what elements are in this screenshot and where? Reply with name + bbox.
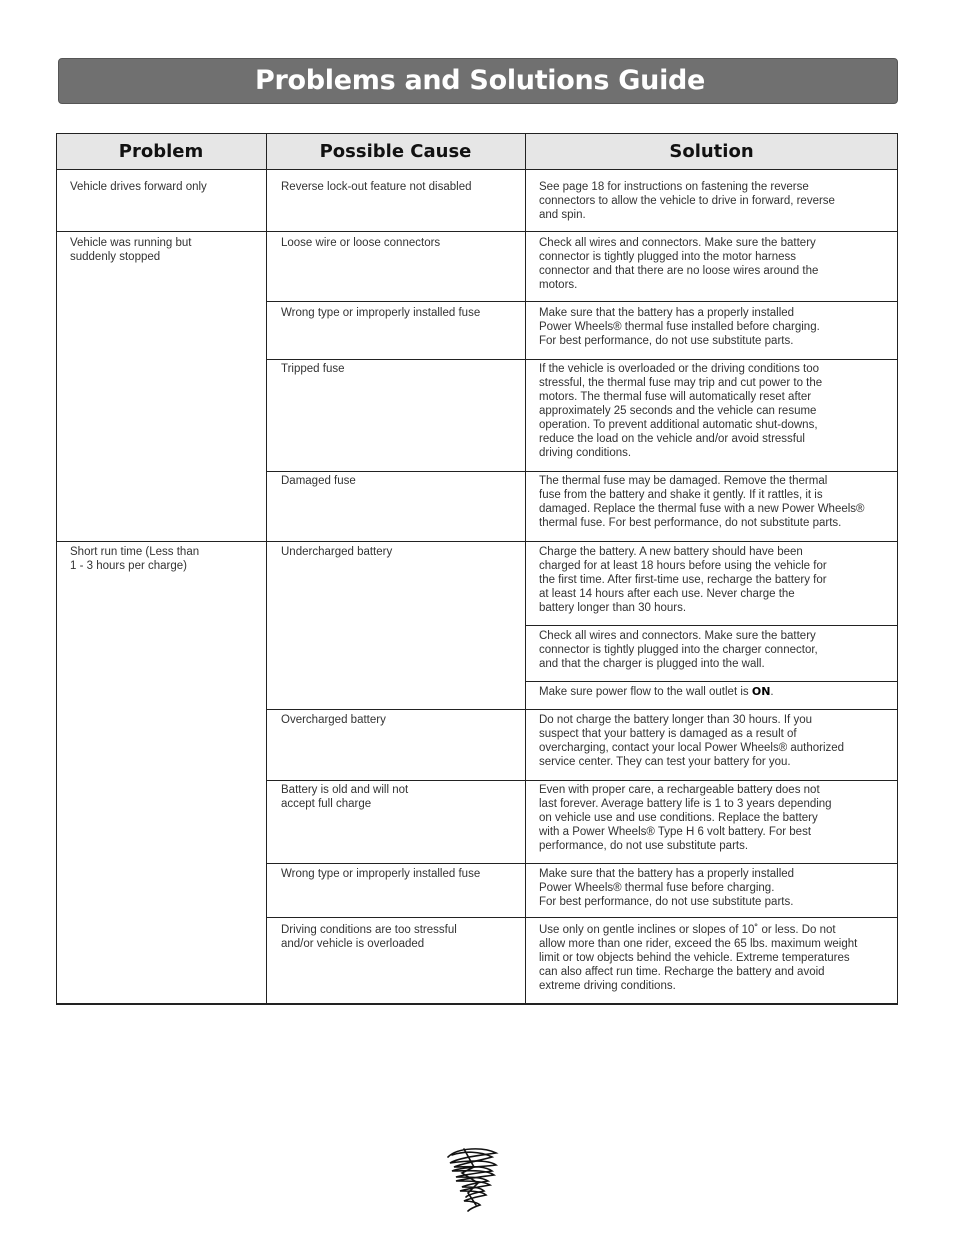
row-divider	[266, 471, 898, 472]
title-banner	[58, 58, 898, 104]
cause-cell: Driving conditions are too stressful and/or vehicle is overloaded	[281, 924, 457, 950]
solution-cell: Make sure that the battery has a properly installed Power Wheels® thermal fuse before charging. For best performance, do not use substitute parts.	[539, 868, 795, 908]
problem-cell: Short run time (Less than 1 - 3 hours per charge)	[70, 546, 200, 572]
row-divider	[56, 541, 898, 542]
solution-cell: Check all wires and connectors. Make sure the battery connector is tightly plugged into the charger connector, and that the charger is plugged into the wall.	[539, 630, 818, 670]
cause-cell: Tripped fuse	[281, 363, 345, 375]
solution-cell: The thermal fuse may be damaged. Remove the thermal fuse from the battery and shake it gently. If it rattles, it is damaged. Replace the thermal fuse with a new Power Wheels® thermal fuse. For best performance, do not substitute parts.	[539, 475, 865, 529]
solution-cell: Make sure that the battery has a properly installed Power Wheels® thermal fuse installed before charging. For best performance, do not use substitute parts.	[539, 307, 820, 347]
cause-cell: Battery is old and will not accept full charge	[281, 784, 409, 810]
cause-cell: Wrong type or improperly installed fuse	[281, 307, 481, 319]
troubleshooting-table	[56, 133, 898, 1005]
cause-cell: Reverse lock-out feature not disabled	[281, 181, 472, 193]
solution-cell-outlet	[539, 685, 894, 699]
solution-cell: Even with proper care, a rechargeable battery does not last forever. Average battery life is 1 to 3 years depending on vehicle use and use conditions. Replace the battery with a Power Wheels® Type H 6 volt battery. For best performance, do not use substitute parts.	[539, 784, 832, 852]
row-divider	[266, 359, 898, 360]
cause-cell: Loose wire or loose connectors	[281, 237, 441, 249]
cause-cell: Damaged fuse	[281, 475, 356, 487]
border-left	[56, 133, 57, 1005]
row-divider	[525, 625, 898, 626]
row-divider	[56, 169, 898, 170]
page-title: Problems and Solutions Guide	[255, 65, 706, 96]
column-divider	[525, 133, 526, 1005]
solution-period: .	[770, 686, 774, 698]
header-solution: Solution	[669, 141, 754, 162]
row-divider	[266, 863, 898, 864]
border-bottom	[56, 1003, 898, 1005]
solution-cell: Use only on gentle inclines or slopes of 10˚ or less. Do not allow more than one rider, exceed the 65 lbs. maximum weight limit or tow objects behind the vehicle. Extreme temperatures can also affect run time. Recharge the battery and avoid extreme driving conditions.	[539, 924, 858, 992]
header-cause: Possible Cause	[319, 141, 472, 162]
column-divider	[266, 133, 267, 1005]
row-divider	[266, 301, 898, 302]
solution-cell: Charge the battery. A new battery should have been charged for at least 18 hours before using the vehicle for the first time. After first-time use, recharge the battery for at least 14 hours after each use. Never charge the battery longer than 30 hours.	[539, 546, 827, 614]
solution-cell: Check all wires and connectors. Make sure the battery connector is tightly plugged into the motor harness connector and that there are no loose wires around the motors.	[539, 237, 819, 291]
row-divider	[266, 917, 898, 918]
border-right	[897, 133, 898, 1005]
row-divider	[266, 780, 898, 781]
problem-cell: Vehicle drives forward only	[70, 181, 207, 193]
problem-cell: Vehicle was running but suddenly stopped	[70, 237, 192, 263]
cause-cell: Undercharged battery	[281, 546, 393, 558]
solution-cell: See page 18 for instructions on fastening the reverse connectors to allow the vehicle to drive in forward, reverse and spin.	[539, 181, 835, 221]
solution-cell: If the vehicle is overloaded or the driving conditions too stressful, the thermal fuse may trip and cut power to the motors. The thermal fuse will automatically reset after approximately 25 seconds and the vehicle can resume operation. To prevent additional automatic shut-downs, reduce the load on the vehicle and/or avoid stressful driving conditions.	[539, 363, 823, 459]
scribble-logo-icon	[444, 1143, 500, 1213]
cause-cell: Overcharged battery	[281, 714, 386, 726]
cause-cell: Wrong type or improperly installed fuse	[281, 868, 481, 880]
row-divider	[266, 709, 898, 710]
row-divider	[56, 231, 898, 232]
solution-cell: Do not charge the battery longer than 30 hours. If you suspect that your battery is damaged as a result of overcharging, contact your local Power Wheels® authorized service center. They can test your battery for you.	[539, 714, 845, 768]
solution-text: Make sure power flow to the wall outlet is	[539, 686, 752, 698]
row-divider	[525, 681, 898, 682]
on-emphasis: ON	[751, 685, 771, 698]
border-top	[56, 133, 898, 134]
header-problem: Problem	[118, 141, 204, 162]
